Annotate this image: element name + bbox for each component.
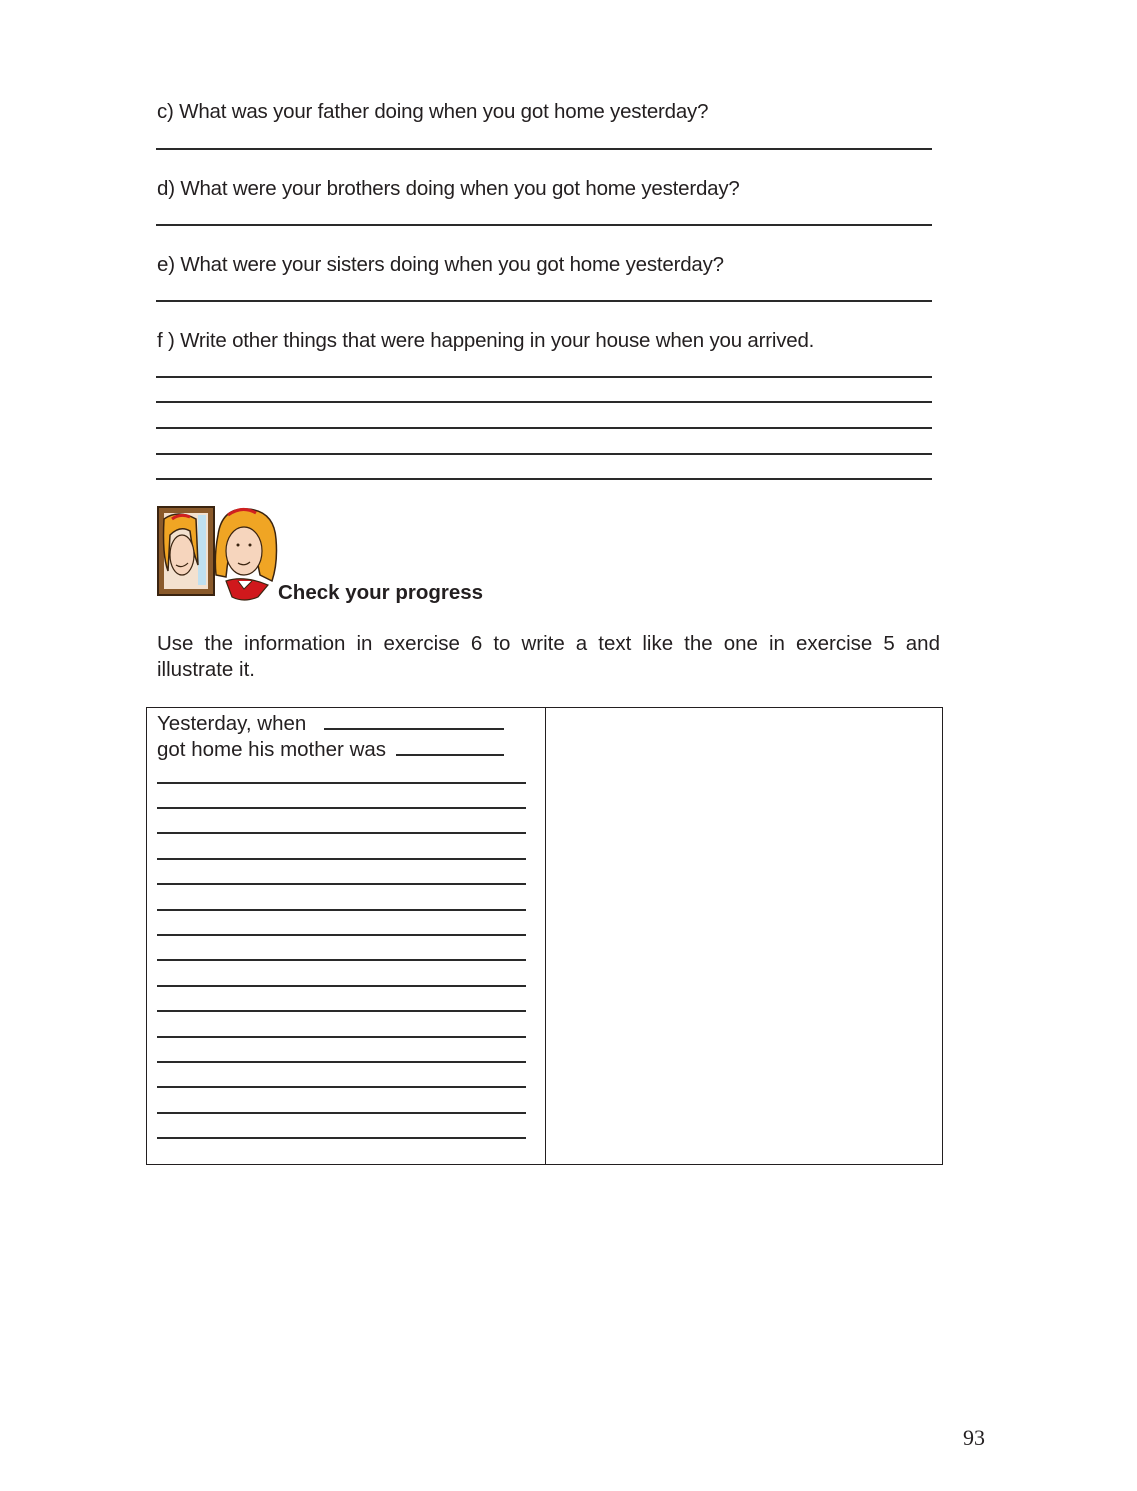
- writing-line-12[interactable]: [157, 1061, 526, 1063]
- instruction-line-2: illustrate it.: [157, 658, 255, 681]
- writing-table: [146, 707, 943, 1165]
- answer-line-f-1[interactable]: [156, 376, 932, 378]
- writing-line-13[interactable]: [157, 1086, 526, 1088]
- writing-line-10[interactable]: [157, 1010, 526, 1012]
- answer-line-f-3[interactable]: [156, 427, 932, 429]
- text-line-1: [157, 710, 504, 736]
- answer-line-f-5[interactable]: [156, 478, 932, 480]
- illustration-area[interactable]: [546, 708, 942, 1164]
- answer-line-c[interactable]: [156, 148, 932, 150]
- writing-line-14[interactable]: [157, 1112, 526, 1114]
- writing-line-15[interactable]: [157, 1137, 526, 1139]
- answer-line-f-4[interactable]: [156, 453, 932, 455]
- writing-line-1[interactable]: [157, 782, 526, 784]
- answer-line-f-2[interactable]: [156, 401, 932, 403]
- writing-line-5[interactable]: [157, 883, 526, 885]
- text-prefix-2: got home his mother was: [157, 738, 387, 761]
- instruction-text: [157, 631, 940, 683]
- name-blank[interactable]: [324, 710, 504, 730]
- girl-mirror-icon: [156, 505, 278, 603]
- writing-line-11[interactable]: [157, 1036, 526, 1038]
- writing-line-2[interactable]: [157, 807, 526, 809]
- text-line-2: [157, 736, 504, 762]
- writing-line-3[interactable]: [157, 832, 526, 834]
- answer-line-d[interactable]: [156, 224, 932, 226]
- mother-activity-blank[interactable]: [396, 736, 504, 756]
- question-c: c) What was your father doing when you got home yesterday?: [157, 100, 709, 123]
- section-title: Check your progress: [278, 581, 484, 604]
- page-number: 93: [963, 1425, 985, 1450]
- question-f: f ) Write other things that were happening in your house when you arrived.: [157, 329, 815, 352]
- writing-line-7[interactable]: [157, 934, 526, 936]
- writing-line-4[interactable]: [157, 858, 526, 860]
- writing-line-9[interactable]: [157, 985, 526, 987]
- answer-line-e[interactable]: [156, 300, 932, 302]
- writing-line-6[interactable]: [157, 909, 526, 911]
- question-d: d) What were your brothers doing when you got home yesterday?: [157, 177, 740, 200]
- writing-line-8[interactable]: [157, 959, 526, 961]
- text-prefix-1: Yesterday, when: [157, 712, 307, 735]
- question-e: e) What were your sisters doing when you got home yesterday?: [157, 253, 724, 276]
- instruction-line-1: Use the information in exercise 6 to write a text like the one in exercise 5 and: [157, 632, 940, 655]
